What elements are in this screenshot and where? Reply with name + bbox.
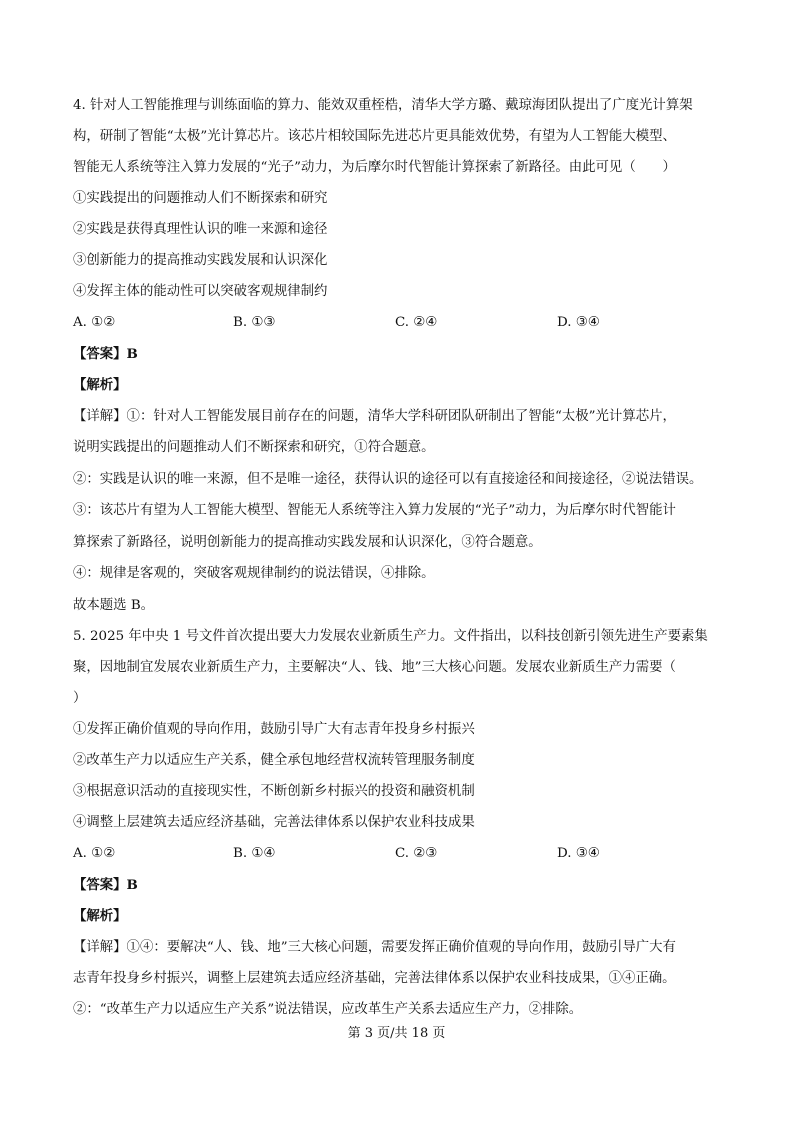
q5-option-d: D. ③④ <box>557 846 600 861</box>
q5-detail-line-3: ②：“改革生产力以适应生产关系”说法错误，应改革生产关系去适应生产力，②排除。 <box>73 1002 583 1017</box>
q4-item-4: ④发挥主体的能动性可以突破客观规律制约 <box>73 284 328 299</box>
q4-item-2: ②实践是获得真理性认识的唯一来源和途径 <box>73 222 328 237</box>
q4-stem-line-3: 智能无人系统等注入算力发展的“光子”动力，为后摩尔时代智能计算探索了新路径。由此可见（ ） <box>73 160 676 175</box>
q5-analysis-heading: 【解析】 <box>73 908 127 924</box>
q4-stem-line-2: 构，研制了智能“太极”光计算芯片。该芯片相较国际先进芯片更具能效优势，有望为人工智能大模型、 <box>73 129 676 144</box>
q4-detail-line-3: ②：实践是认识的唯一来源，但不是唯一途径，获得认识的途径可以有直接途径和间接途径，②说法错误。 <box>73 472 703 487</box>
q4-answer: 【答案】B <box>73 346 138 362</box>
q5-stem-line-3: ） <box>73 691 87 706</box>
q4-option-c: C. ②④ <box>395 315 438 330</box>
q4-detail-line-1: 【详解】①：针对人工智能发展目前存在的问题，清华大学科研团队研制出了智能“太极”光计算芯片， <box>73 409 676 424</box>
q4-stem-line-1: 4. 针对人工智能推理与训练面临的算力、能效双重桎梏，清华大学方璐、戴琼海团队提出了广度光计算架 <box>73 98 693 113</box>
q4-detail-line-6: ④：规律是客观的，突破客观规律制约的说法错误，④排除。 <box>73 566 435 581</box>
q5-option-a: A. ①② <box>73 846 116 861</box>
q5-detail-line-1: 【详解】①④：要解决“人、钱、地”三大核心问题，需要发挥正确价值观的导向作用，鼓励引导广大有 <box>73 940 676 955</box>
q5-stem-line-2: 聚，因地制宜发展农业新质生产力，主要解决“人、钱、地”三大核心问题。发展农业新质生产力需要（ <box>73 660 676 675</box>
q5-answer: 【答案】B <box>73 877 138 893</box>
q5-item-1: ①发挥正确价值观的导向作用，鼓励引导广大有志青年投身乡村振兴 <box>73 722 475 737</box>
q5-option-b: B. ①④ <box>233 846 276 861</box>
q4-item-1: ①实践提出的问题推动人们不断探索和研究 <box>73 191 328 206</box>
q5-detail-line-2: 志青年投身乡村振兴，调整上层建筑去适应经济基础，完善法律体系以保护农业科技成果，①④正确。 <box>73 971 676 986</box>
q4-conclusion: 故本题选 B。 <box>73 598 155 613</box>
q5-option-c: C. ②③ <box>395 846 438 861</box>
page-number-footer: 第 3 页/共 18 页 <box>347 1026 446 1041</box>
q4-option-a: A. ①② <box>73 315 116 330</box>
q5-stem-line-1: 5. 2025 年中央 1 号文件首次提出要大力发展农业新质生产力。文件指出，以科技创新引领先进生产要素集 <box>73 629 708 644</box>
q5-item-4: ④调整上层建筑去适应经济基础，完善法律体系以保护农业科技成果 <box>73 815 475 830</box>
q4-detail-line-5: 算探索了新路径，说明创新能力的提高推动实践发展和认识深化，③符合题意。 <box>73 535 542 550</box>
q4-detail-line-2: 说明实践提出的问题推动人们不断探索和研究，①符合题意。 <box>73 440 435 455</box>
q4-option-d: D. ③④ <box>557 315 600 330</box>
q4-analysis-heading: 【解析】 <box>73 377 127 393</box>
q5-item-2: ②改革生产力以适应生产关系，健全承包地经营权流转管理服务制度 <box>73 753 475 768</box>
q4-option-b: B. ①③ <box>233 315 276 330</box>
q4-detail-line-4: ③：该芯片有望为人工智能大模型、智能无人系统等注入算力发展的“光子”动力，为后摩尔时代智能计 <box>73 503 676 518</box>
q5-item-3: ③根据意识活动的直接现实性，不断创新乡村振兴的投资和融资机制 <box>73 784 475 799</box>
q4-item-3: ③创新能力的提高推动实践发展和认识深化 <box>73 253 328 268</box>
